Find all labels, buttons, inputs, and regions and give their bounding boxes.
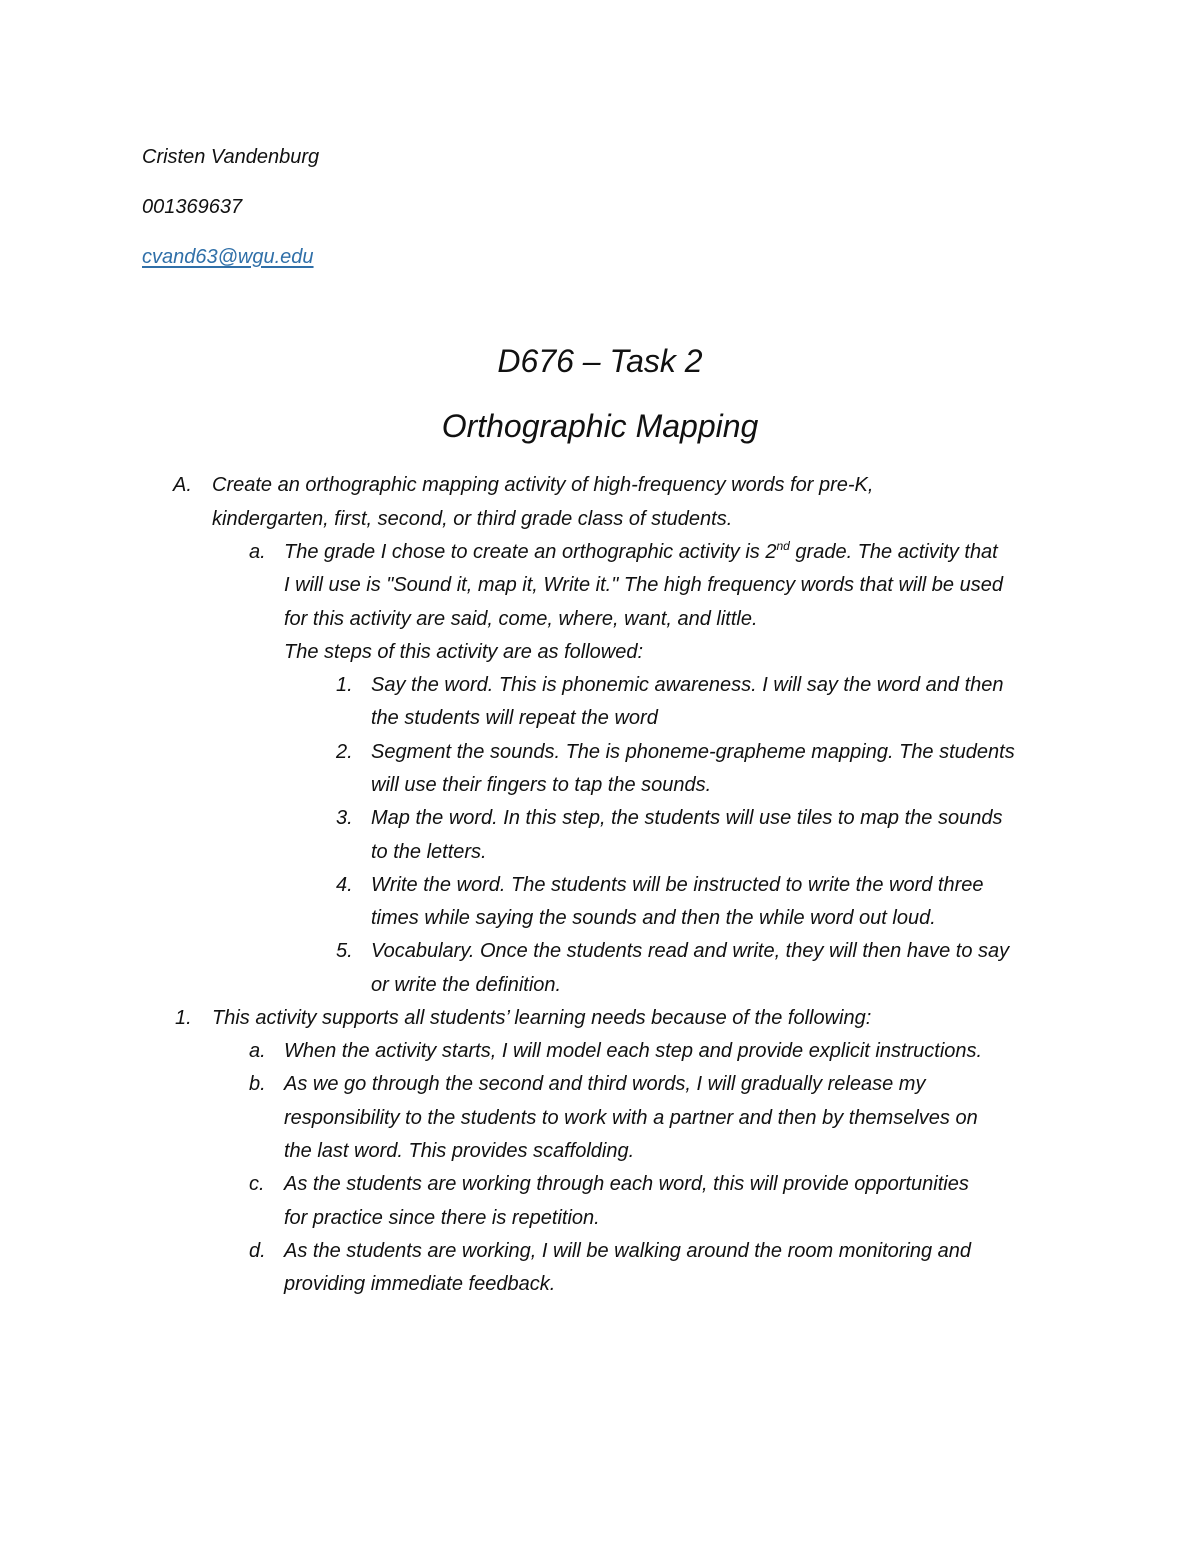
section-1-marker: 1. [175,1007,192,1029]
steps-intro: The steps of this activity are as followed: [284,641,644,663]
step-marker: 5. [336,940,353,962]
section-1-line: This activity supports all students’ learning needs because of the following: [212,1007,872,1029]
section-a-marker: A. [173,474,192,496]
item-a-line: for this activity are said, come, where, want, and little. [284,608,758,630]
step-marker: 4. [336,874,353,896]
student-id: 001369637 [142,196,243,218]
support-item-marker: b. [249,1073,266,1095]
step-line: or write the definition. [371,974,562,996]
support-item-line: responsibility to the students to work with a partner and then by themselves on [284,1107,978,1129]
item-a-marker: a. [249,541,266,563]
step-line: to the letters. [371,841,487,863]
support-item-line: providing immediate feedback. [284,1273,556,1295]
step-line: Vocabulary. Once the students read and write, they will then have to say [371,940,1010,962]
step-marker: 2. [336,741,353,763]
step-line: times while saying the sounds and then the while word out loud. [371,907,936,929]
step-marker: 1. [336,674,353,696]
support-item-line: As the students are working, I will be walking around the room monitoring and [284,1240,972,1262]
step-line: the students will repeat the word [371,707,658,729]
item-a-line: I will use is "Sound it, map it, Write it." The high frequency words that will be used [284,574,1003,596]
step-line: Write the word. The students will be instructed to write the word three [371,874,984,896]
support-item-line: As we go through the second and third words, I will gradually release my [284,1073,926,1095]
step-line: Say the word. This is phonemic awareness. I will say the word and then [371,674,1004,696]
support-item-marker: d. [249,1240,266,1262]
step-line: Segment the sounds. The is phoneme-grapheme mapping. The students [371,741,1015,763]
item-a-line-end: grade. The activity that [789,541,998,563]
item-a-line-start: The grade I chose to create an orthographic activity is 2 [284,541,777,563]
step-marker: 3. [336,807,353,829]
email-link[interactable]: cvand63@wgu.edu [142,246,314,268]
page-subtitle: Orthographic Mapping [441,408,759,444]
page-title: D676 – Task 2 [497,343,703,379]
support-item-marker: a. [249,1040,266,1062]
step-line: Map the word. In this step, the students will use tiles to map the sounds [371,807,1003,829]
section-a-line: kindergarten, first, second, or third grade class of students. [212,508,733,530]
section-a-line: Create an orthographic mapping activity of high-frequency words for pre-K, [212,474,874,496]
author-name: Cristen Vandenburg [142,146,320,168]
support-item-marker: c. [249,1173,265,1195]
step-line: will use their fingers to tap the sounds. [371,774,712,796]
support-item-line: the last word. This provides scaffolding. [284,1140,635,1162]
support-item-line: As the students are working through each word, this will provide opportunities [284,1173,969,1195]
support-item-line: for practice since there is repetition. [284,1207,600,1229]
support-item-line: When the activity starts, I will model each step and provide explicit instructions. [284,1040,983,1062]
item-a-line [284,539,998,565]
superscript-nd: nd [776,539,790,553]
